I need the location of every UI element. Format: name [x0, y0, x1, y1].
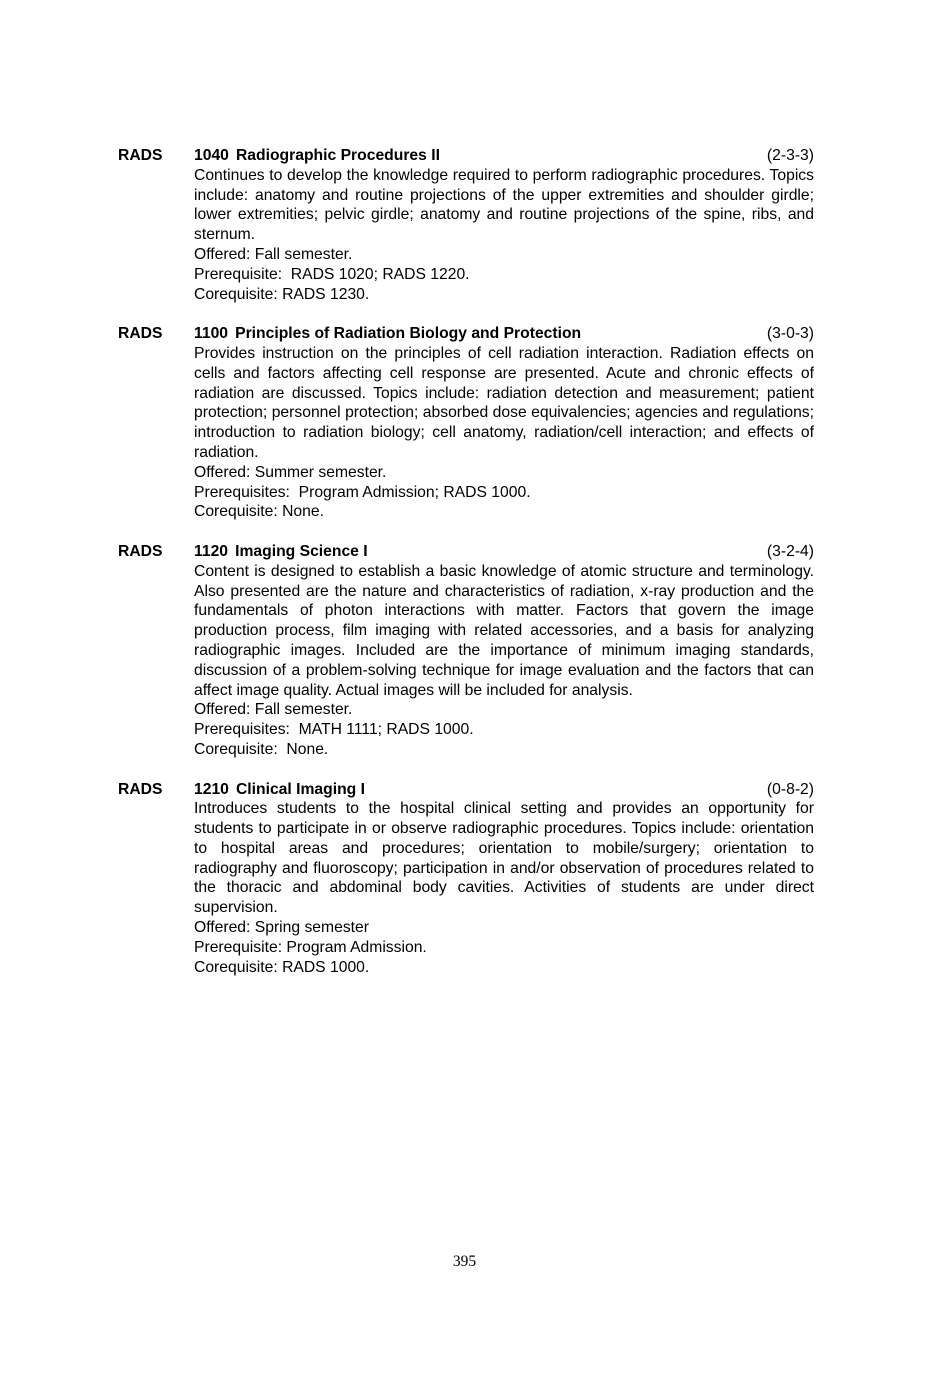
course-title [194, 324, 581, 344]
course-body [194, 146, 814, 304]
course-title-row [194, 324, 814, 344]
course-corequisite: Corequisite: None. [194, 740, 329, 758]
course-name: Imaging Science I [235, 542, 368, 560]
course-corequisite: Corequisite: None. [194, 503, 324, 521]
course-entry-rads-1210 [118, 780, 814, 978]
course-description: Introduces students to the hospital clinical setting and provides an opportunity for students to participate in or observe radiographic procedures. Topics include: orientation to hospital areas and procedures; orientation to mobile/surgery; orientation to radiography and fluoroscopy; participation in and/or observation of procedures related to the thoracic and abdominal body cavities. Activities of students are under direct supervision. [194, 800, 814, 917]
course-prerequisite: Prerequisite: RADS 1020; RADS 1220. [194, 265, 470, 283]
course-prerequisite: Prerequisites: Program Admission; RADS 1000. [194, 483, 531, 501]
course-hours: (3-0-3) [766, 325, 814, 343]
course-description: Continues to develop the knowledge required to perform radiographic procedures. Topics include: anatomy and routine projections of the upper extremities and shoulder girdle; lower extremities; pelvic girdle; anatomy and routine projections of the spine, ribs, and sternum. [194, 166, 814, 244]
course-name: Radiographic Procedures II [235, 147, 440, 164]
course-entry-rads-1040 [118, 146, 814, 304]
course-name: Clinical Imaging I [235, 780, 365, 798]
course-number: 1120 [194, 542, 229, 560]
course-department: RADS [118, 147, 163, 164]
course-number: 1210 [194, 780, 229, 798]
course-hours: (0-8-2) [766, 780, 814, 798]
course-prerequisite: Prerequisite: Program Admission. [194, 938, 427, 956]
course-title [194, 146, 440, 166]
course-entry-rads-1120 [118, 542, 814, 760]
course-description: Provides instruction on the principles of cell radiation interaction. Radiation effects on cells and factors affecting cell response are presented. Acute and chronic effects of radiation are discussed. Topics include: radiation detection and measurement; patient protection; personnel protection; absorbed dose equivalencies; agencies and regulations; introduction to radiation biology; cell anatomy, radiation/cell interaction; and effects of radiation. [194, 344, 814, 461]
course-department: RADS [118, 325, 163, 343]
course-number: 1100 [194, 325, 229, 343]
course-title-row [194, 780, 814, 800]
course-hours: (3-2-4) [766, 542, 814, 560]
course-corequisite: Corequisite: RADS 1000. [194, 958, 370, 976]
course-offered: Offered: Fall semester. [194, 701, 353, 719]
page-number: 395 [452, 1253, 477, 1270]
course-title [194, 780, 365, 800]
course-offered: Offered: Spring semester [194, 919, 369, 937]
course-number: 1040 [194, 147, 229, 164]
course-department: RADS [118, 780, 163, 798]
course-entry-rads-1100 [118, 324, 814, 522]
course-body [194, 324, 814, 522]
course-description: Content is designed to establish a basic knowledge of atomic structure and terminology. Also presented are the nature and characteristics of radiation, x-ray production and the fundamentals of photon interactions with matter. Factors that govern the image production process, film imaging with related accessories, and a basis for analyzing radiographic images. Included are the importance of minimum imaging standards, discussion of a problem-solving technique for image evaluation and the factors that can affect image quality. Actual images will be included for analysis. [194, 562, 814, 699]
course-list [118, 146, 814, 997]
course-name: Principles of Radiation Biology and Protection [235, 325, 582, 343]
course-title-row [194, 146, 814, 166]
course-offered: Offered: Fall semester. [194, 245, 353, 263]
course-corequisite: Corequisite: RADS 1230. [194, 285, 370, 303]
course-hours: (2-3-3) [766, 147, 814, 164]
course-title [194, 542, 368, 562]
course-department: RADS [118, 542, 163, 560]
course-offered: Offered: Summer semester. [194, 463, 387, 481]
course-body [194, 542, 814, 760]
course-body [194, 780, 814, 978]
course-title-row [194, 542, 814, 562]
course-prerequisite: Prerequisites: MATH 1111; RADS 1000. [194, 721, 474, 739]
